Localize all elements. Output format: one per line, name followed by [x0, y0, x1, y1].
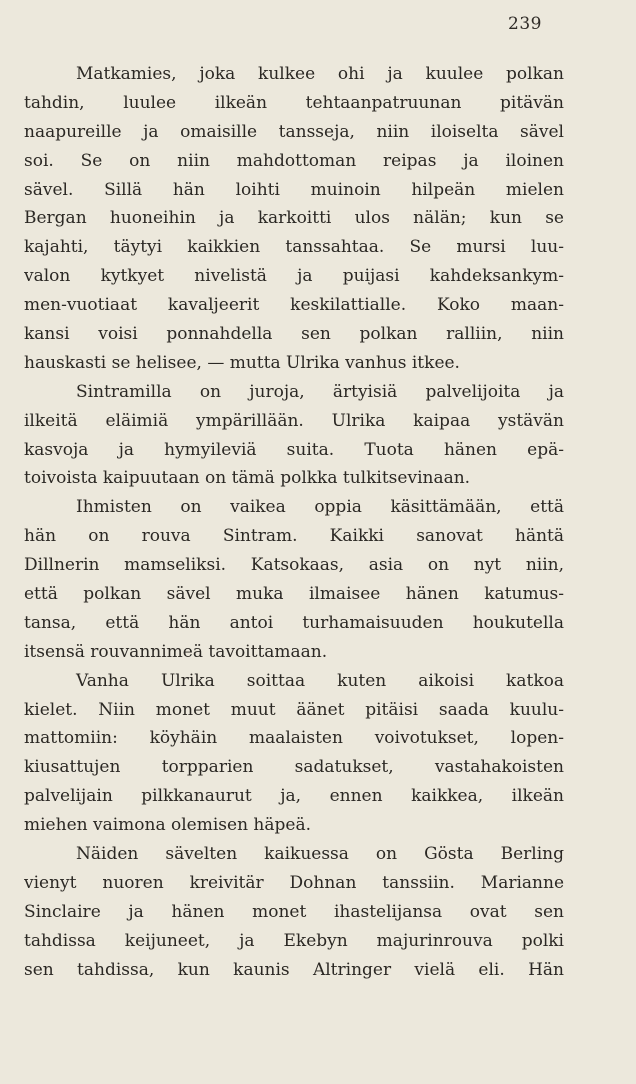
text-line: ilkeitä eläimiä ympärillään. Ulrika kaipaa ystävän	[24, 410, 564, 431]
text-line: sen tahdissa, kun kaunis Altringer vielä eli. Hän	[24, 959, 564, 980]
page-number: 239	[508, 14, 542, 34]
text-line: Ihmisten on vaikea oppia käsittämään, että	[76, 497, 564, 518]
text-line: kiusattujen torpparien sadatukset, vastahakoisten	[24, 757, 564, 778]
text-line: Näiden sävelten kaikuessa on Gösta Berling	[76, 844, 564, 865]
text-line: tahdin, luulee ilkeän tehtaanpatruunan pitävän	[24, 92, 564, 113]
text-line: kielet. Niin monet muut äänet pitäisi saada kuulu-	[24, 699, 564, 720]
text-line: toivoista kaipuutaan on tämä polkka tulkitsevinaan.	[24, 468, 471, 489]
text-line: hän on rouva Sintram. Kaikki sanovat häntä	[24, 526, 564, 547]
text-line: Dillnerin mamseliksi. Katsokaas, asia on nyt niin,	[24, 555, 564, 576]
text-line: kajahti, täytyi kaikkien tanssahtaa. Se mursi luu-	[24, 237, 564, 258]
text-line: hauskasti se helisee, — mutta Ulrika vanhus itkee.	[24, 352, 460, 373]
text-line: tansa, että hän antoi turhamaisuuden houkutella	[24, 612, 564, 633]
body-text	[24, 60, 564, 985]
text-line: Sinclaire ja hänen monet ihastelijansa ovat sen	[24, 901, 564, 922]
text-line: soi. Se on niin mahdottoman reipas ja iloinen	[24, 150, 564, 171]
text-line: kasvoja ja hymyileviä suita. Tuota hänen epä-	[24, 439, 564, 460]
text-line: valon kytkyet nivelistä ja puijasi kahdeksankym-	[24, 266, 564, 287]
text-line: mattomiin: köyhäin maalaisten voivotukset, lopen-	[24, 728, 564, 749]
text-line: kansi voisi ponnahdella sen polkan ralliin, niin	[24, 324, 564, 345]
text-line: men-vuotiaat kavaljeerit keskilattialle. Koko maan-	[24, 295, 564, 316]
text-line: sävel. Sillä hän loihti muinoin hilpeän mielen	[24, 179, 564, 200]
text-line: tahdissa keijuneet, ja Ekebyn majurinrouva polki	[24, 930, 564, 951]
text-line: Bergan huoneihin ja karkoitti ulos nälän; kun se	[24, 208, 564, 229]
text-line: Sintramilla on juroja, ärtyisiä palvelijoita ja	[76, 381, 564, 402]
text-line: palvelijain pilkkanaurut ja, ennen kaikkea, ilkeän	[24, 786, 564, 807]
text-line: naapureille ja omaisille tansseja, niin iloiselta sävel	[24, 121, 564, 142]
text-line: Vanha Ulrika soittaa kuten aikoisi katkoa	[76, 670, 564, 691]
text-line: Matkamies, joka kulkee ohi ja kuulee polkan	[76, 64, 564, 84]
text-line: miehen vaimona olemisen häpeä.	[24, 815, 311, 836]
text-line: vienyt nuoren kreivitär Dohnan tanssiin. Marianne	[24, 872, 564, 893]
text-line: itsensä rouvannimeä tavoittamaan.	[24, 641, 328, 662]
text-line: että polkan sävel muka ilmaisee hänen katumus-	[24, 584, 564, 605]
